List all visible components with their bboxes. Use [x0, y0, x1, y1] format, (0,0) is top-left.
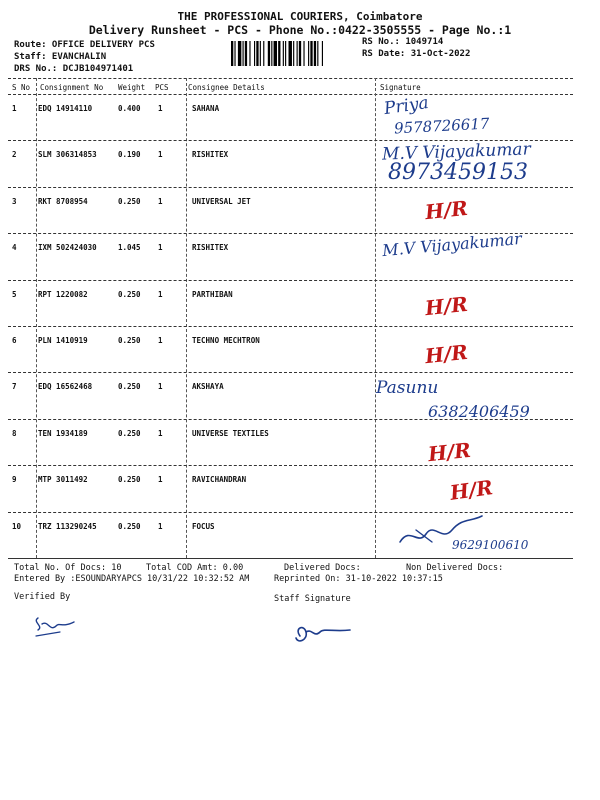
col-header-sno: S No	[12, 83, 31, 92]
total-cod: Total COD Amt: 0.00	[146, 563, 244, 573]
staff-signature-label: Staff Signature	[274, 594, 351, 604]
barcode-bar	[289, 41, 292, 66]
row-separator	[8, 465, 573, 466]
stamp-row-9: H/R	[448, 475, 495, 505]
barcode-bar	[245, 41, 247, 66]
signature-phone-row-7: 6382406459	[428, 402, 530, 421]
table-top-rule	[8, 78, 573, 79]
barcode-bar	[238, 41, 241, 66]
cell-consignment: EDQ 16562468	[38, 382, 93, 392]
route-label: Route: OFFICE DELIVERY PCS	[14, 40, 155, 50]
barcode-bar	[299, 41, 301, 66]
cell-sno: 2	[12, 150, 17, 160]
barcode-bar	[268, 41, 270, 66]
drs-number: DRS No.: DCJB104971401	[14, 64, 134, 74]
table-bottom-rule	[8, 558, 573, 559]
cell-consignment: SLM 306314853	[38, 150, 97, 160]
cell-weight: 0.250	[118, 382, 141, 392]
barcode-bar	[243, 41, 244, 66]
cell-sno: 7	[12, 382, 17, 392]
cell-consignee: UNIVERSE TEXTILES	[192, 428, 269, 438]
cell-consignment: RKT 8708954	[38, 196, 88, 206]
cell-pcs: 1	[158, 336, 163, 345]
cell-consignee: RAVICHANDRAN	[192, 475, 247, 485]
stamp-row-5: H/R	[423, 291, 469, 321]
cell-weight: 0.250	[118, 196, 141, 206]
cell-consignee: AKSHAYA	[192, 382, 224, 392]
company-title: THE PROFESSIONAL COURIERS, Coimbatore	[177, 10, 423, 23]
runsheet-title: Delivery Runsheet - PCS - Phone No.:0422-3505555 - Page No.:1	[88, 23, 512, 37]
row-separator	[8, 187, 573, 188]
cell-sno: 3	[12, 196, 17, 206]
cell-weight: 0.250	[118, 521, 141, 531]
delivered-docs: Delivered Docs:	[284, 563, 361, 573]
barcode-image	[230, 41, 360, 66]
total-docs: Total No. Of Docs: 10	[14, 563, 122, 573]
cell-consignee: TECHNO MECHTRON	[192, 336, 260, 345]
barcode-bar	[322, 41, 323, 66]
barcode-bar	[283, 41, 284, 66]
col-divider	[36, 78, 37, 558]
cell-pcs: 1	[158, 196, 163, 206]
cell-consignee: RISHITEX	[192, 150, 229, 160]
barcode-bar	[285, 41, 286, 66]
row-separator	[8, 280, 573, 281]
cell-consignee: PARTHIBAN	[192, 289, 233, 299]
cell-weight: 0.190	[118, 150, 141, 160]
cell-consignment: IXM 502424030	[38, 243, 97, 253]
barcode-bar	[263, 41, 264, 66]
row-separator	[8, 326, 573, 327]
signature-phone-row-2: 8973459153	[388, 160, 528, 185]
barcode-bar	[278, 41, 280, 66]
cell-sno: 9	[12, 475, 17, 485]
cell-pcs: 1	[158, 382, 163, 392]
staff-label: Staff: EVANCHALIN	[14, 52, 107, 62]
barcode-bar	[231, 41, 233, 66]
cell-sno: 10	[12, 521, 22, 531]
signature-row-7: Pasunu	[376, 378, 439, 398]
entered-by: Entered By :ESOUNDARYAPCS 10/31/22 10:32:52 AM	[14, 574, 250, 584]
cell-weight: 0.250	[118, 475, 141, 485]
cell-consignee: UNIVERSAL JET	[192, 196, 251, 206]
row-separator	[8, 512, 573, 513]
cell-weight: 0.250	[118, 289, 141, 299]
cell-sno: 6	[12, 336, 17, 345]
col-header-pcs: PCS	[155, 83, 169, 92]
cell-weight: 1.045	[118, 243, 141, 253]
cell-sno: 5	[12, 289, 17, 299]
cell-consignee: SAHANA	[192, 104, 220, 113]
staff-signature-mark	[290, 618, 360, 648]
rs-number: RS No.: 1049714	[362, 37, 444, 47]
barcode-bar	[310, 41, 312, 66]
cell-pcs: 1	[158, 428, 163, 438]
barcode-bar	[297, 41, 298, 66]
barcode-bar	[317, 41, 318, 66]
signature-row-2: M.V Vijayakumar	[381, 139, 531, 165]
barcode-bar	[271, 41, 272, 66]
cell-pcs: 1	[158, 289, 163, 299]
cell-consignment: TRZ 113290245	[38, 521, 97, 531]
cell-consignment: PLN 1410919	[38, 336, 88, 345]
cell-weight: 0.250	[118, 336, 141, 345]
cell-consignee: RISHITEX	[192, 243, 229, 253]
signature-phone-row-10: 9629100610	[452, 538, 529, 552]
barcode-bar	[274, 41, 277, 66]
stamp-row-8: H/R	[426, 437, 472, 467]
barcode-bar	[308, 41, 309, 66]
verified-by-label: Verified By	[14, 592, 71, 602]
barcode-bar	[260, 41, 261, 66]
cell-weight: 0.400	[118, 104, 141, 113]
barcode-bar	[249, 41, 250, 66]
col-divider	[375, 78, 376, 558]
cell-consignment: RPT 1220082	[38, 289, 88, 299]
rs-date: RS Date: 31-Oct-2022	[362, 49, 471, 59]
cell-sno: 1	[12, 104, 17, 113]
col-header-consignment: Consignment No	[40, 83, 104, 92]
cell-sno: 8	[12, 428, 17, 438]
barcode-bar	[234, 41, 235, 66]
row-separator	[8, 372, 573, 373]
cell-pcs: 1	[158, 475, 163, 485]
table-header-rule	[8, 94, 573, 95]
signature-row-4: M.V Vijayakumar	[381, 228, 523, 261]
cell-consignee: FOCUS	[192, 521, 215, 531]
non-delivered-docs: Non Delivered Docs:	[406, 563, 504, 573]
barcode-bar	[314, 41, 316, 66]
reprinted-on: Reprinted On: 31-10-2022 10:37:15	[274, 574, 443, 584]
cell-pcs: 1	[158, 243, 163, 253]
verifier-signature	[30, 610, 80, 640]
barcode-bar	[293, 41, 294, 66]
signature-phone-row-1: 9578726617	[393, 114, 490, 138]
cell-consignment: EDQ 14914110	[38, 104, 93, 113]
cell-consignment: MTP 3011492	[38, 475, 88, 485]
cell-pcs: 1	[158, 150, 163, 160]
cell-weight: 0.250	[118, 428, 141, 438]
barcode-bar	[256, 41, 258, 66]
col-header-weight: Weight	[118, 83, 146, 92]
cell-consignment: TEN 1934189	[38, 428, 88, 438]
col-header-details: Consignee Details	[188, 83, 265, 92]
cell-pcs: 1	[158, 521, 163, 531]
barcode-bar	[303, 41, 304, 66]
stamp-row-3: H/R	[423, 195, 469, 225]
col-divider	[186, 78, 187, 558]
barcode-bar	[254, 41, 255, 66]
signature-row-1: Priya	[382, 92, 430, 120]
stamp-row-6: H/R	[423, 339, 469, 369]
cell-sno: 4	[12, 243, 17, 253]
cell-pcs: 1	[158, 104, 163, 113]
col-header-signature: Signature	[380, 83, 421, 92]
